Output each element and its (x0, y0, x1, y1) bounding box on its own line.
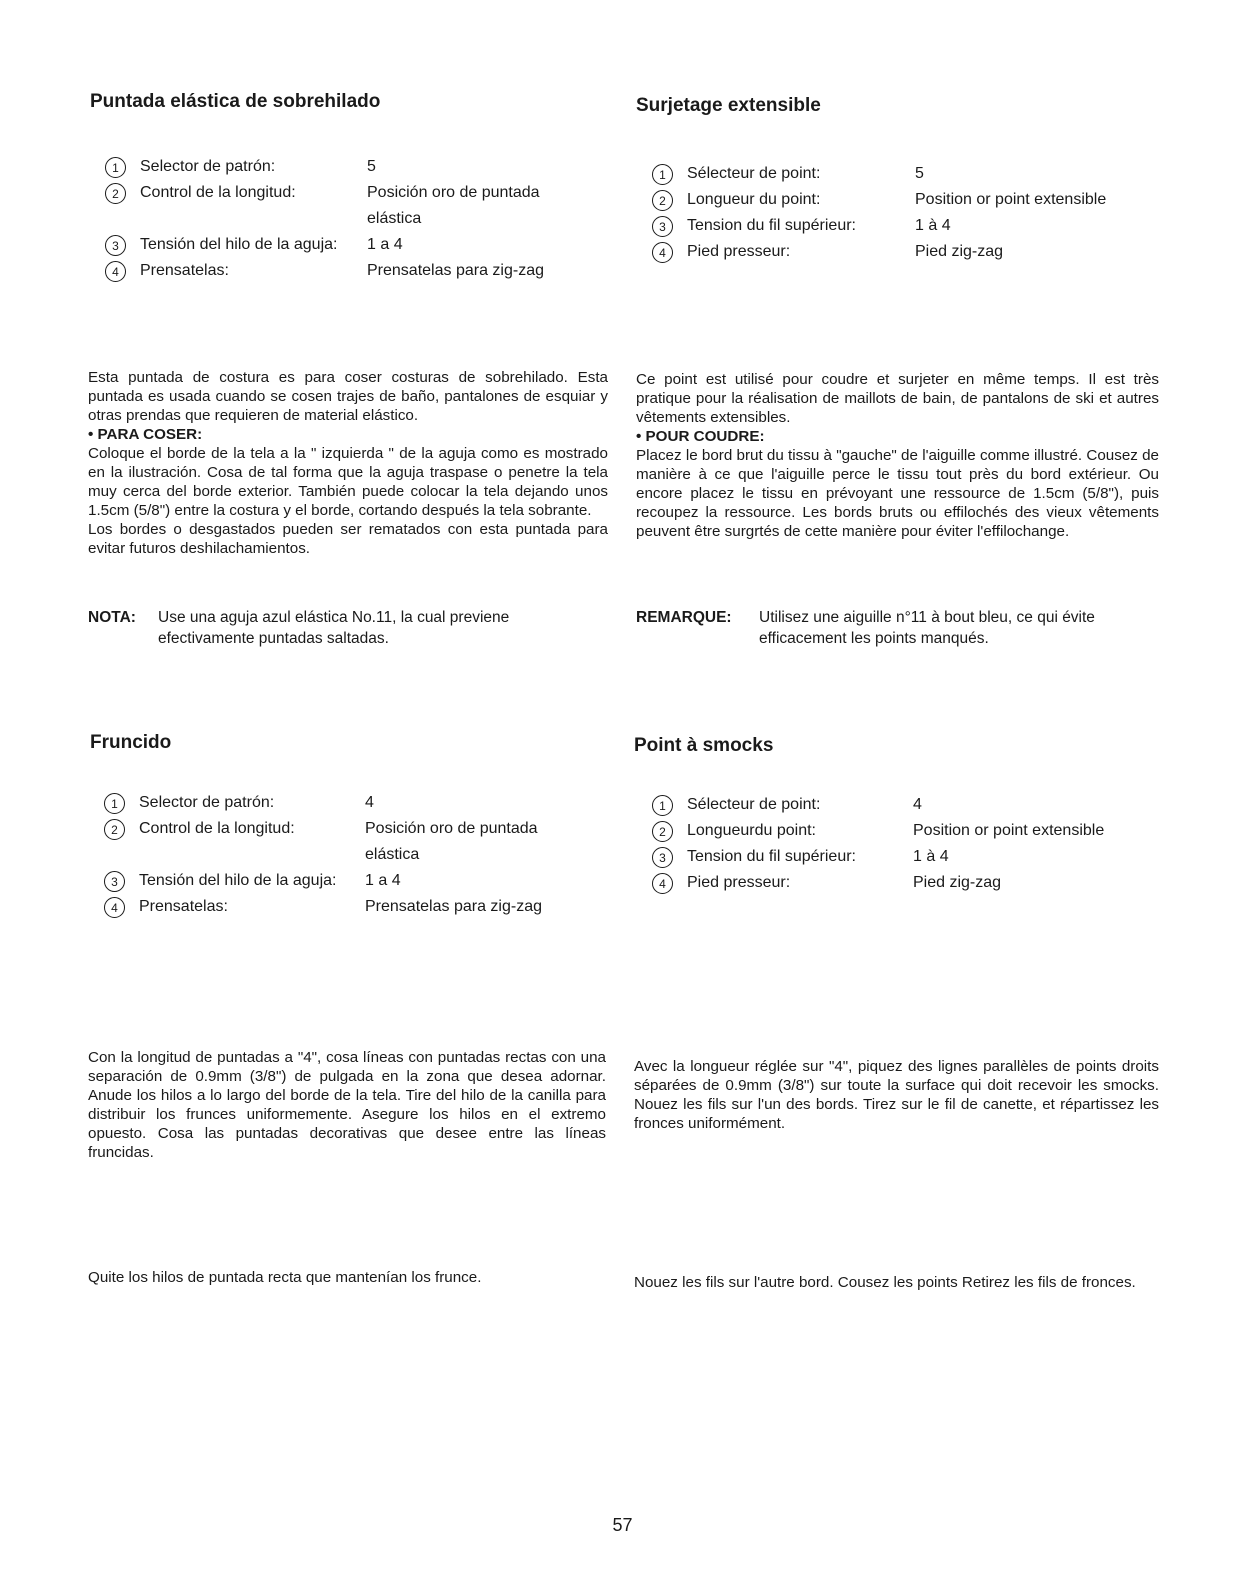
step-number: 2 (104, 819, 125, 840)
intro-paragraph: Esta puntada de costura es para coser costuras de sobrehilado. Esta puntada es usada cuando se cosen trajes de baño, pantalones de esquiar y otras prendas que requieren de material elástico. (88, 369, 608, 424)
setting-value-line: elástica (365, 846, 420, 863)
setting-row (652, 187, 1106, 213)
subheading: • PARA COSER: (88, 426, 203, 443)
step-number: 3 (652, 847, 673, 868)
setting-label: Control de la longitud: (140, 184, 296, 201)
page-number: 57 (612, 1515, 633, 1535)
settings-list-smocking-fr (652, 792, 1104, 896)
setting-label: Pied presseur: (687, 243, 791, 260)
setting-value: 5 (915, 165, 924, 182)
step-number: 1 (652, 795, 673, 816)
subheading: • POUR COUDRE: (636, 428, 765, 445)
note-stretch-overcast-fr (636, 607, 1119, 649)
setting-label: Tension du fil supérieur: (687, 217, 856, 234)
step-number: 3 (105, 235, 126, 256)
step-number: 4 (104, 897, 125, 918)
setting-value: Position or point extensible (915, 191, 1107, 208)
note-text: Utilisez une aiguille n°11 à bout bleu, ce qui évite efficacement les points manqués. (759, 609, 1095, 647)
setting-label: Longueurdu point: (687, 822, 816, 839)
setting-row (652, 239, 1106, 265)
settings-list-stretch-overcast-es (105, 154, 544, 284)
note-stretch-overcast-es (88, 607, 578, 649)
note-label: NOTA: (88, 609, 136, 626)
instruction-paragraph: Con la longitud de puntadas a "4", cosa líneas con puntadas rectas con una separación de 0.9mm (3/8") de pulgada en la zona que desea adornar. Anude los hilos a lo largo del borde de la tela. Tire del hilo de la canilla para distribuir los frunces uniformemente. Asegure los hilos en el extremo opuesto. Cosa las puntadas decorativas que desee entre las líneas fruncidas. (88, 1049, 606, 1161)
instruction-paragraph: Placez le bord brut du tissu à "gauche" de l'aiguille comme illustré. Cousez de manière à ce que l'aiguille perce le tissu tout près du bord extérieur. Ou encore placez le tissu en prévoyant une ressource de 1.5cm (5/8"), puis recoupez la ressource. Les bords bruts ou effilochés des vieux vêtements peuvent être surgrtés de cette manière pour éviter l'effilochange. (636, 447, 1159, 540)
setting-row (652, 844, 1104, 870)
settings-list-stretch-overcast-fr (652, 161, 1106, 265)
setting-row (652, 818, 1104, 844)
setting-value: 5 (367, 158, 376, 175)
step-number: 1 (105, 157, 126, 178)
setting-value-line: Posición oro de puntada (365, 820, 538, 837)
setting-row (105, 258, 544, 284)
setting-label: Tension du fil supérieur: (687, 848, 856, 865)
setting-row (105, 154, 544, 180)
setting-label: Prensatelas: (140, 262, 229, 279)
closing-text-smocking-es (88, 1268, 606, 1287)
note-text: Use una aguja azul elástica No.11, la cual previene efectivamente puntadas saltadas. (158, 609, 510, 647)
setting-value-line: Posición oro de puntada (367, 184, 540, 201)
setting-row (652, 213, 1106, 239)
setting-value: Pied zig-zag (913, 874, 1002, 891)
instruction-paragraph: Los bordes o desgastados pueden ser rematados con esta puntada para evitar futuros deshilachamientos. (88, 521, 608, 557)
setting-label: Selector de patrón: (139, 794, 275, 811)
setting-value: 1 à 4 (915, 217, 951, 234)
setting-label: Sélecteur de point: (687, 165, 821, 182)
setting-row (652, 161, 1106, 187)
setting-value-line: elástica (367, 210, 422, 227)
section-title-stretch-overcast-fr: Surjetage extensible (636, 95, 821, 116)
instruction-paragraph: Coloque el borde de la tela a la " izquierda " de la aguja como es mostrado en la ilustración. Cosa de tal forma que la aguja traspase o penetre la tela muy cerca del borde exterior. También puede colocar la tela dejando unos 1.5cm (5/8") entre la costura y el borde, cortando después la tela sobrante. (88, 445, 608, 519)
setting-value: 1 a 4 (365, 872, 401, 889)
setting-value (365, 816, 538, 868)
section-title-stretch-overcast-es: Puntada elástica de sobrehilado (90, 91, 381, 112)
setting-row (104, 790, 542, 816)
step-number: 2 (105, 183, 126, 204)
setting-value: Pied zig-zag (915, 243, 1004, 260)
section-title-smocking-fr: Point à smocks (634, 735, 774, 756)
setting-value: Prensatelas para zig-zag (365, 898, 542, 915)
intro-paragraph: Ce point est utilisé pour coudre et surjeter en même temps. Il est très pratique pour la réalisation de maillots de bain, de pantalons de ski et autres vêtements extensibles. (636, 371, 1159, 426)
setting-row (104, 816, 542, 868)
setting-label: Longueur du point: (687, 191, 821, 208)
body-text-smocking-fr (634, 1057, 1159, 1133)
setting-row (652, 870, 1104, 896)
setting-label: Prensatelas: (139, 898, 228, 915)
setting-label: Sélecteur de point: (687, 796, 821, 813)
setting-value (367, 180, 540, 232)
setting-value: 1 à 4 (913, 848, 949, 865)
setting-label: Tensión del hilo de la aguja: (140, 236, 338, 253)
instruction-paragraph: Avec la longueur réglée sur "4", piquez des lignes parallèles de points droits séparées de 0.9mm (3/8") sur toute la surface qui doit recevoir les smocks. Nouez les fils sur l'un des bords. Tirez sur le fil de canette, et répartissez les fronces uniformément. (634, 1058, 1159, 1132)
setting-label: Control de la longitud: (139, 820, 295, 837)
settings-list-smocking-es (104, 790, 542, 920)
setting-row (105, 232, 544, 258)
setting-value: 4 (365, 794, 374, 811)
setting-label: Pied presseur: (687, 874, 791, 891)
setting-value: Position or point extensible (913, 822, 1105, 839)
closing-text-smocking-fr (634, 1273, 1159, 1292)
instruction-paragraph: Nouez les fils sur l'autre bord. Cousez les points Retirez les fils de fronces. (634, 1274, 1136, 1291)
setting-row (652, 792, 1104, 818)
step-number: 4 (105, 261, 126, 282)
setting-row (104, 894, 542, 920)
setting-row (104, 868, 542, 894)
note-label: REMARQUE: (636, 609, 732, 626)
step-number: 3 (104, 871, 125, 892)
setting-label: Tensión del hilo de la aguja: (139, 872, 337, 889)
step-number: 4 (652, 242, 673, 263)
step-number: 4 (652, 873, 673, 894)
step-number: 2 (652, 190, 673, 211)
section-title-smocking-es: Fruncido (90, 732, 172, 753)
instruction-paragraph: Quite los hilos de puntada recta que mantenían los frunce. (88, 1269, 482, 1286)
setting-label: Selector de patrón: (140, 158, 276, 175)
step-number: 3 (652, 216, 673, 237)
step-number: 2 (652, 821, 673, 842)
setting-value: 4 (913, 796, 922, 813)
body-text-smocking-es (88, 1048, 606, 1162)
step-number: 1 (652, 164, 673, 185)
setting-value: Prensatelas para zig-zag (367, 262, 544, 279)
setting-value: 1 a 4 (367, 236, 403, 253)
step-number: 1 (104, 793, 125, 814)
body-text-stretch-overcast-fr (636, 370, 1159, 541)
body-text-stretch-overcast-es (88, 368, 608, 558)
setting-row (105, 180, 544, 232)
